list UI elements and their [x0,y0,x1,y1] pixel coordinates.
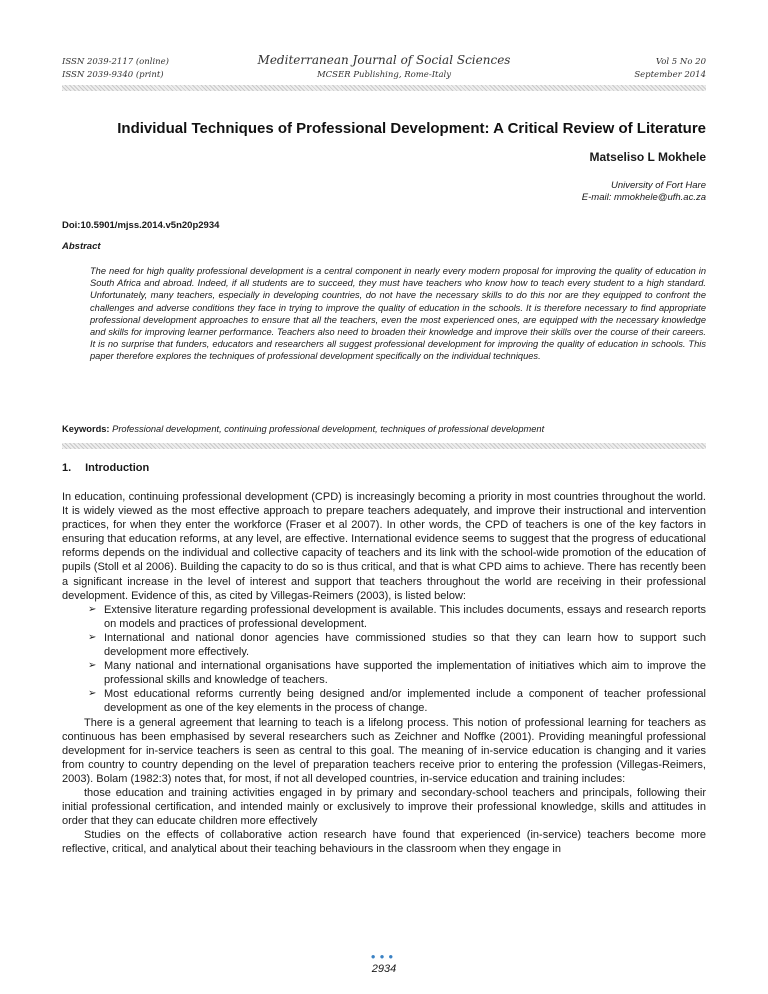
block-quote: those education and training activities engaged in by primary and secondary-school teachers and principals, following their initial professional certification, and intended mainly or exclusively to improve their professional knowledge, skills and attitudes in order that they can educate children more effectively [62,786,706,828]
arrow-bullet-icon: ➢ [88,660,97,672]
list-item: ➢ Most educational reforms currently being designed and/or implemented include a component of teacher professional development as one of the key elements in the process of change. [88,688,706,715]
keywords [62,424,544,434]
abstract-heading: Abstract [62,241,101,252]
list-item: ➢ Many national and international organisations have supported the implementation of initiatives which aim to improve the professional skills and knowledge of teachers. [88,660,706,687]
list-item: ➢ Extensive literature regarding professional development is available. This includes documents, essays and research reports on models and practices of professional development. [88,603,706,630]
author-affiliation [582,180,706,204]
abstract-text: The need for high quality professional development is a central component in nearly every modern proposal for improving the quality of education in South Africa and abroad. Indeed, if all students are to succeed, they must have teachers who know how to teach every student to a high standard. Unfortunately, many teachers, especially in developing countries, do not have the necessary skills to do this nor are they equipped to confront the challenges and adverse conditions they face in trying to improve the quality of education in the schools. It is therefore necessary to find appropriate professional development approaches to ensure that all the teachers, even the most experienced ones, are equipped with the necessary knowledge and skills for improving learner performance. Teachers also need to broaden their knowledge and improve their skills over the course of their careers. It is no surprise that funders, educators and researchers all suggest professional development for improving the quality of education in schools. This paper therefore explores the techniques of professional development specifically on the individual techniques. [90,266,706,362]
author-name: Matseliso L Mokhele [589,150,706,164]
volume: Vol 5 No 20 [655,57,706,67]
paper-title: Individual Techniques of Professional Development: A Critical Review of Literature [117,120,706,137]
publisher: MCSER Publishing, Rome-Italy [316,70,452,80]
keywords-label: Keywords: [62,424,110,434]
arrow-bullet-icon: ➢ [88,603,97,615]
abstract-divider [62,443,706,449]
section-number: 1. [62,462,72,474]
issue-date: September 2014 [634,70,706,80]
author-email[interactable]: E-mail: mmokhele@ufh.ac.za [581,192,706,203]
bullet-list [62,603,706,716]
header-volume [634,56,706,82]
paragraph-2: There is a general agreement that learning to teach is a lifelong process. This notion of professional learning for teachers as continuous has been emphasised by several researchers such as Zeichner and Noffke (2001). Providing meaningful professional development for in-service teachers is seen as central to this goal. The meaning of in-service education is changing and it varies from country to country depending on the level of preparation teachers receive prior to entering the profession (Villegas-Reimers, 2003). Bolam (1982:3) notes that, for most, if not all developed countries, in-service education and training includes: [62,716,706,785]
section-title: Introduction [85,462,150,474]
journal-name: Mediterranean Journal of Social Sciences [257,53,511,67]
doi[interactable]: Doi:10.5901/mjss.2014.v5n20p2934 [62,220,220,231]
paragraph-1: In education, continuing professional development (CPD) is increasingly becoming a priority in most countries throughout the world. It is widely viewed as the most effective approach to prepare teachers adequately, and improve their instructional and intervention practices, for when they enter the workforce (Fraser et al 2007). In other words, the CPD of teachers is one of the key factors in ensuring that education reforms, at any level, are effective. International evidence seems to suggest that the progress of educational reforms depends on the individual and collective capacity of teachers and its link with the school-wide promotion of the education of pupils (Stoll et al 2006). Building the capacity to do so is thus critical, and that is what CPD aims to achieve. There has recently been a significant increase in the level of interest and support that teachers throughout the world are receiving in their professional development. Evidence of this, as cited by Villegas-Reimers (2003), is listed below: [62,491,706,602]
page-number: 2934 [371,963,397,975]
list-item: ➢ International and national donor agencies have commissioned studies so that they can learn how to support such development more effectively. [88,631,706,659]
keywords-list: Professional development, continuing professional development, techniques of professional development [112,424,545,434]
section-heading [62,462,149,474]
header-divider [62,85,706,91]
issn-online: ISSN 2039-2117 (online) [62,57,169,67]
paragraph-3: Studies on the effects of collaborative action research have found that experienced (in-service) teachers become more reflective, critical, and analytical about their teaching behaviours in the classroom when they engage in [62,829,706,856]
arrow-bullet-icon: ➢ [88,631,97,643]
body-text [62,490,706,856]
affiliation: University of Fort Hare [610,180,706,191]
issn-print: ISSN 2039-9340 (print) [62,70,164,80]
footer-dots-icon: ●●● [370,952,398,961]
arrow-bullet-icon: ➢ [88,688,97,700]
